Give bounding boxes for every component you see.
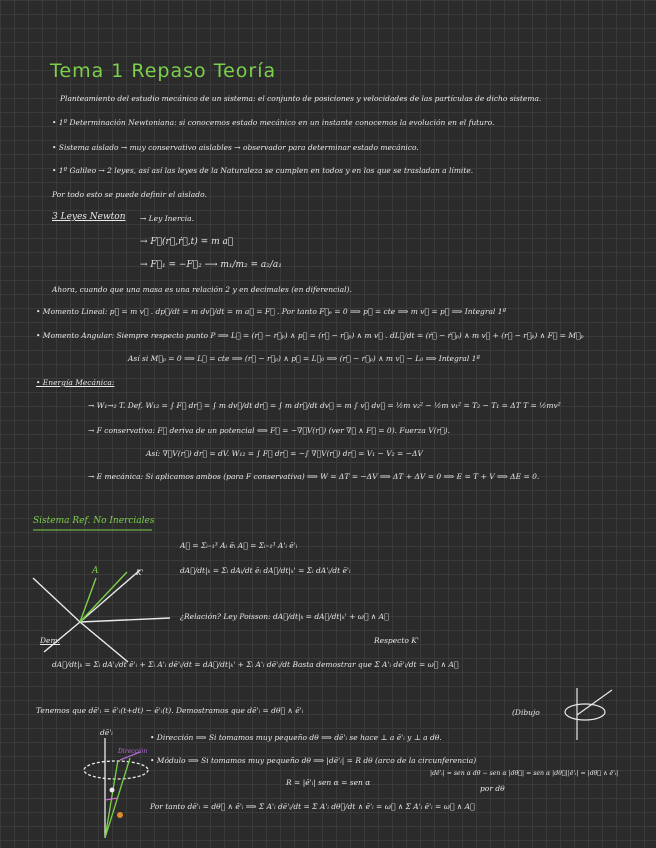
momentum-intro: Ahora, cuando que una masa es una relación 2 y en decimales (en diferencial). bbox=[52, 285, 352, 294]
rotating-eq-2: dA⃗/dt|ₖ = Σᵢ dAᵢ/dt ēᵢ dA⃗/dt|ₖ' = Σᵢ dA'ᵢ/dt ē'ᵢ bbox=[180, 566, 351, 575]
energy-label: • Energía Mecánica: bbox=[36, 378, 115, 387]
modulo-right: |dē'ᵢ| = sen α dθ − sen α |dθ⃗| = sen α |dθ⃗||ē'ᵢ| = |dθ⃗ ∧ ē'ᵢ| bbox=[430, 770, 619, 777]
respect-label: Respecto K' bbox=[374, 636, 419, 645]
section-heading-non-inertial: Sistema Ref. No Inerciales bbox=[33, 516, 155, 526]
page-title: Tema 1 Repaso Teoría bbox=[50, 60, 277, 82]
intro-line-3: • Sistema aislado → muy conservativo aislables → observador para determinar estado mecánico. bbox=[52, 143, 419, 152]
momentum-angular: • Momento Angular: Siempre respecto punto P ⟹ L⃗ = (r⃗ − r⃗ₚ) ∧ p⃗ = (r⃗ − r⃗ₚ) ∧ m v⃗ . dL⃗/dt = (ṙ⃗ − ṙ⃗ₚ) ∧ m v⃗ + (r⃗ − r⃗ₚ) ∧ F⃗ = M⃗ₚ bbox=[36, 331, 584, 340]
poisson-relation: ¿Relación? Ley Poisson: dA⃗/dt|ₖ = dA⃗/dt|ₖ' + ω⃗ ∧ A⃗ bbox=[180, 612, 389, 621]
final-line: Por tanto dē'ᵢ = dθ⃗ ∧ ē'ᵢ ⟹ Σ A'ᵢ dē'ᵢ/dt = Σ A'ᵢ dθ⃗/dt ∧ ē'ᵢ = ω⃗ ∧ Σ A'ᵢ ē'ᵢ = ω⃗ ∧ A⃗ bbox=[150, 802, 475, 811]
momentum-linear: • Momento Lineal: p⃗ = m v⃗ . dp⃗/dt = m dv⃗/dt = m a⃗ = F⃗ . Por tanto F⃗ₑ = 0 ⟹ p⃗ = cte ⟹ m v⃗ = p⃗ ⟹ Integral 1ª bbox=[36, 307, 507, 316]
por-dq-label: por dθ bbox=[480, 784, 505, 793]
modulo-line: • Módulo ⟹ Si tomamos muy pequeño dθ ⟹ |dē'ᵢ| = R dθ (arco de la circunferencia) bbox=[150, 756, 477, 765]
direccion-line: • Dirección ⟹ Si tomamos muy pequeño dθ ⟹ dē'ᵢ se hace ⊥ a ē'ᵢ y ⊥ a dθ. bbox=[150, 733, 442, 742]
de-vector-label: dē'ᵢ bbox=[100, 728, 113, 737]
newton-law-3: → F⃗₁ = −F⃗₂ ⟶ m₁/m₂ = a₂/a₁ bbox=[140, 260, 282, 270]
dir-arrow-label: Dirección bbox=[118, 748, 148, 755]
intro-line-5: Por todo esto se puede definir el aislado. bbox=[52, 190, 207, 199]
demo-label: Dem: bbox=[40, 636, 61, 645]
tenemos-line: Tenemos que dē'ᵢ = ē'ᵢ(t+dt) − ē'ᵢ(t). Demostramos que dē'ᵢ = dθ⃗ ∧ ē'ᵢ bbox=[36, 706, 304, 715]
frame-diagram bbox=[33, 570, 170, 662]
energy-mechanical: → E mecánica: Si aplicamos ambos (para F conservativa) ⟹ W = ΔT = −ΔV ⟹ ΔT + ΔV = 0 ⟹ E = T + V ⟹ ΔE = 0. bbox=[88, 472, 540, 481]
axis-label-k: K' bbox=[136, 568, 144, 577]
newton-label: 3 Leyes Newton bbox=[52, 212, 126, 222]
newton-law-2: → F⃗(r⃗,ṙ⃗,t) = m a⃗ bbox=[140, 237, 234, 247]
r-equation: R = |ē'ᵢ| sen α = sen α bbox=[286, 778, 371, 787]
cone-diagram bbox=[565, 688, 612, 740]
axis-label-a: A bbox=[92, 566, 99, 576]
energy-conservative-2: Así: ∇⃗V(r⃗) dr⃗ = dV. W₁₂ = ∫ F⃗ dr⃗ = −∫ ∇⃗V(r⃗) dr⃗ = V₁ − V₂ = −ΔV bbox=[146, 449, 423, 458]
dibujo-label: (Dibujo bbox=[512, 708, 540, 717]
momentum-angular-2: Así si M⃗ₚ = 0 ⟹ L⃗ = cte ⟹ (r⃗ − r⃗ₚ) ∧ p⃗ = L⃗₀ ⟹ (r⃗ − r⃗ₚ) ∧ m v⃗ − L₀ ⟹ Integral 1ª bbox=[128, 354, 480, 363]
energy-conservative: → F conservativa: F⃗ deriva de un potencial ⟺ F⃗ = −∇⃗V(r⃗) (ver ∇⃗ ∧ F⃗ = 0). Fuerza V(r⃗). bbox=[88, 426, 450, 435]
rotating-eq-1: A⃗ = Σᵢ₌₁³ Aᵢ ēᵢ A⃗ = Σᵢ₌₁³ A'ᵢ ē'ᵢ bbox=[180, 541, 298, 550]
demo-equation: dA⃗/dt|ₖ = Σᵢ dA'ᵢ/dt ē'ᵢ + Σᵢ A'ᵢ dē'ᵢ/dt = dA⃗/dt|ₖ' + Σᵢ A'ᵢ dē'ᵢ/dt Basta demostrar que Σ A'ᵢ dē'ᵢ/dt = ω⃗ ∧ A⃗ bbox=[52, 660, 459, 669]
intro-line-4: • 1º Galileo → 2 leyes, así así las leyes de la Naturaleza se cumplen en todos y en los que se trasladan a límite. bbox=[52, 166, 474, 175]
energy-work: → W₁→₂ T. Def. W₁₂ = ∫ F⃗ dr⃗ = ∫ m dv⃗/dt dr⃗ = ∫ m dr⃗/dt dv⃗ = m ∫ v⃗ dv⃗ = ½m v₂² − ½m v₁² = T₂ − T₁ = ΔT T = ½mv² bbox=[88, 401, 561, 410]
intro-line-2: • 1º Determinación Newtoniana: si conocemos estado mecánico en un instante conocemos la evolución en el futuro. bbox=[52, 118, 495, 127]
newton-law-1: → Ley Inercia. bbox=[140, 214, 194, 223]
intro-line-1: Planteamiento del estudio mecánico de un sistema: el conjunto de posiciones y velocidades de las partículas de dicho sistema. bbox=[60, 94, 542, 103]
